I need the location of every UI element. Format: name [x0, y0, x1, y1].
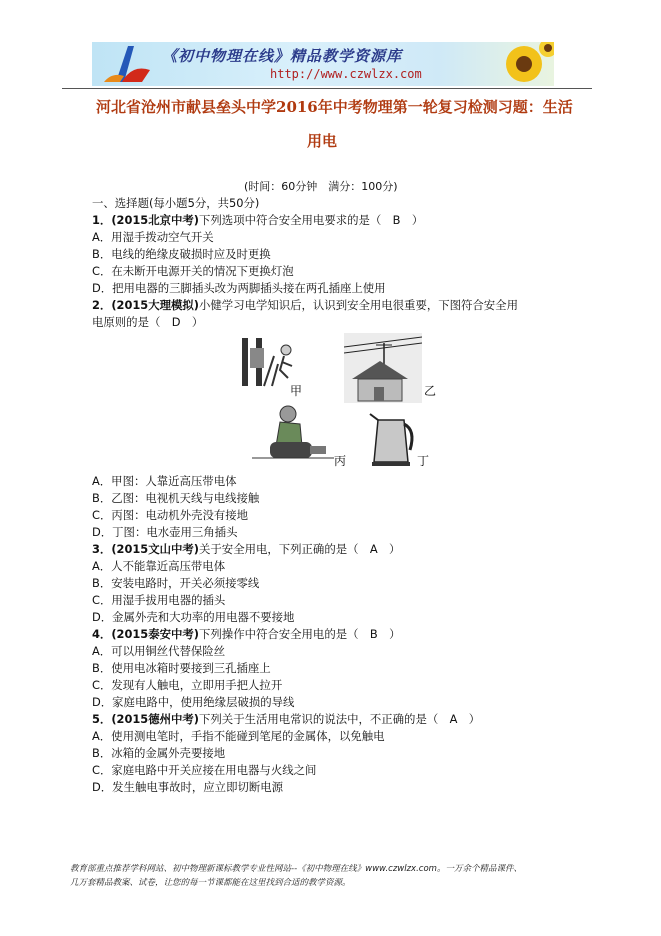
- question-text: 下列关于生活用电常识的说法中，不正确的是（ A ）: [199, 712, 481, 726]
- header-divider: [62, 88, 592, 89]
- figure-label: 丁: [417, 454, 430, 468]
- page-footer: [70, 862, 610, 890]
- question-source: (2015北京中考): [111, 213, 200, 227]
- option: B．冰箱的金属外壳要接地: [92, 746, 226, 760]
- question-text-cont: 电原则的是（ D ）: [92, 315, 204, 329]
- question-1: [92, 213, 423, 227]
- figure-label: 乙: [424, 384, 437, 398]
- site-logo-icon: [98, 42, 158, 86]
- question-number: 1．: [92, 213, 112, 227]
- question-3: [92, 542, 400, 556]
- banner-title: 《初中物理在线》精品教学资源库: [162, 47, 403, 65]
- question-source: (2015大理模拟): [111, 298, 200, 312]
- page-title: 河北省沧州市献县垒头中学2016年中考物理第一轮复习检测习题：生活: [96, 98, 573, 116]
- figure-motor: [250, 402, 336, 462]
- footer-line: 教育部重点推荐学科网站、初中物理新课标教学专业性网站--《初中物理在线》www.czwlzx.com。一万余个精品课件、: [70, 864, 522, 874]
- sunflower-icon: [494, 42, 554, 86]
- question-number: 3．: [92, 542, 112, 556]
- option: A．人不能靠近高压带电体: [92, 559, 226, 573]
- question-number: 4．: [92, 627, 112, 641]
- option: D．把用电器的三脚插头改为两脚插头接在两孔插座上使用: [92, 281, 386, 295]
- figure-high-voltage: [240, 336, 296, 392]
- exam-meta: (时间：60分钟 满分：100分): [244, 180, 398, 193]
- question-text: 下列操作中符合安全用电的是（ B ）: [199, 627, 401, 641]
- option: A．使用测电笔时，手指不能碰到笔尾的金属体，以免触电: [92, 729, 385, 743]
- option: C．家庭电路中开关应接在用电器与火线之间: [92, 763, 317, 777]
- option: A．甲图：人靠近高压带电体: [92, 474, 237, 488]
- page-title-cont: 用电: [307, 132, 338, 150]
- question-number: 5．: [92, 712, 112, 726]
- question-text: 关于安全用电，下列正确的是（ A ）: [199, 542, 401, 556]
- figure-label: 甲: [290, 384, 303, 398]
- option: B．电线的绝缘皮破损时应及时更换: [92, 247, 271, 261]
- banner-url[interactable]: http://www.czwlzx.com: [270, 67, 422, 81]
- question-2: [92, 298, 518, 312]
- section-heading: 一、选择题(每小题5分，共50分): [92, 196, 260, 210]
- option: D．家庭电路中，使用绝缘层破损的导线: [92, 695, 295, 709]
- option: C．用湿手拔用电器的插头: [92, 593, 226, 607]
- header-banner: [92, 42, 554, 86]
- option: C．在未断开电源开关的情况下更换灯泡: [92, 264, 294, 278]
- option: B．乙图：电视机天线与电线接触: [92, 491, 260, 505]
- question-text: 下列选项中符合安全用电要求的是（ B ）: [199, 213, 424, 227]
- question-text: 小健学习电学知识后，认识到安全用电很重要，下图符合安全用: [199, 298, 518, 312]
- question-source: (2015文山中考): [111, 542, 200, 556]
- footer-line: 几万套精品教案、试卷，让您的每一节课都能在这里找到合适的教学资源。: [70, 878, 351, 888]
- figure-kettle: [368, 410, 418, 466]
- question-number: 2．: [92, 298, 112, 312]
- question-5: [92, 712, 480, 726]
- option: D．发生触电事故时，应立即切断电源: [92, 780, 284, 794]
- option: B．使用电冰箱时要接到三孔插座上: [92, 661, 271, 675]
- figure-label: 丙: [334, 454, 347, 468]
- option: A．可以用铜丝代替保险丝: [92, 644, 226, 658]
- option: B．安装电路时，开关必须接零线: [92, 576, 260, 590]
- option: D．金属外壳和大功率的用电器不要接地: [92, 610, 295, 624]
- question-4: [92, 627, 400, 641]
- question-source: (2015泰安中考): [111, 627, 200, 641]
- option: D．丁图：电水壶用三角插头: [92, 525, 238, 539]
- figure-antenna-house: [344, 333, 422, 403]
- question-source: (2015德州中考): [111, 712, 200, 726]
- option: C．丙图：电动机外壳没有接地: [92, 508, 249, 522]
- option: A．用湿手拨动空气开关: [92, 230, 214, 244]
- option: C．发现有人触电，立即用手把人拉开: [92, 678, 283, 692]
